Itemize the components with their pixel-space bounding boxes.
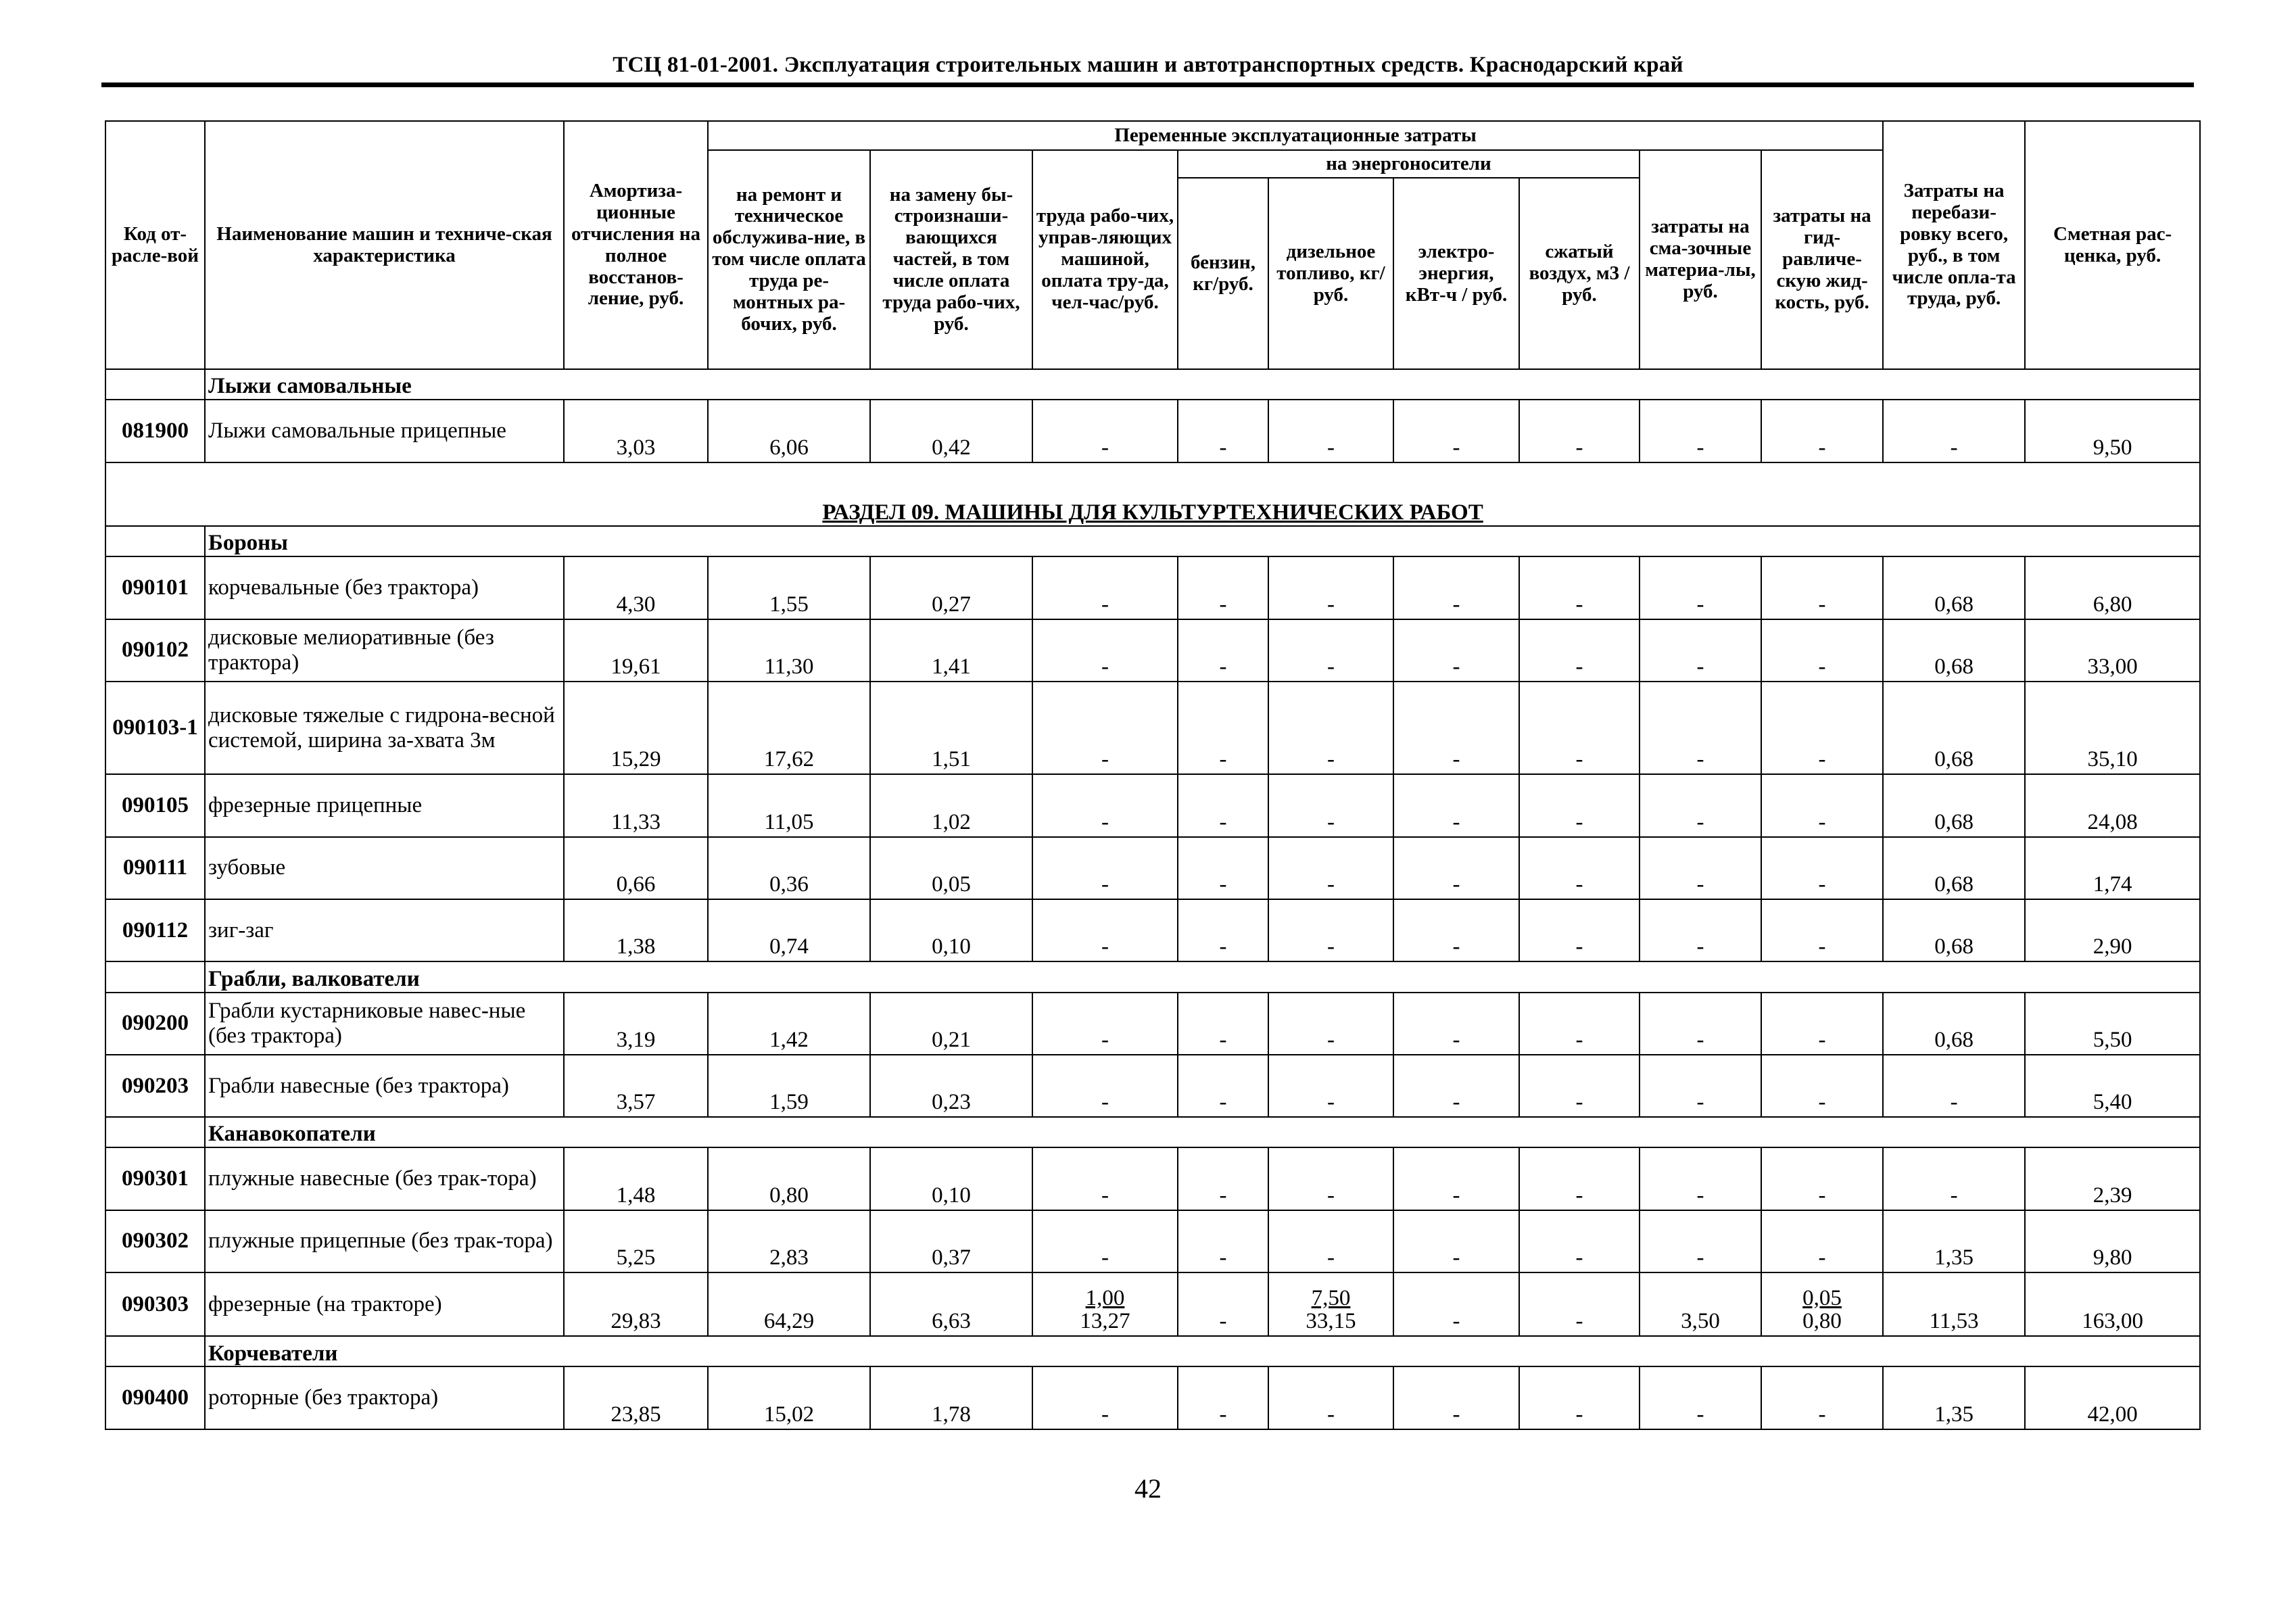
row-lubricants: - (1640, 1147, 1761, 1210)
row-lubricants: - (1640, 556, 1761, 619)
group-title: Корчеватели (205, 1336, 2200, 1366)
row-name: зиг-заг (205, 899, 564, 961)
table-row (105, 1210, 2200, 1272)
page-number: 42 (1134, 1473, 1162, 1504)
row-repair: 1,59 (708, 1055, 870, 1117)
row-parts: 0,10 (870, 899, 1032, 961)
row-price: 42,00 (2025, 1366, 2200, 1429)
row-price: 35,10 (2025, 682, 2200, 774)
row-lubricants: - (1640, 899, 1761, 961)
row-transport: - (1883, 400, 2025, 462)
row-repair: 0,74 (708, 899, 870, 961)
row-air: - (1519, 993, 1640, 1055)
col-header-parts: на замену бы-строизнаши-вающихся частей, в том числе оплата труда рабо-чих, руб. (870, 150, 1032, 369)
col-header-electric: электро-энергия, кВт-ч / руб. (1393, 178, 1519, 369)
row-hydraulic: - (1761, 1055, 1883, 1117)
row-amortization: 11,33 (564, 774, 708, 836)
row-price: 163,00 (2025, 1272, 2200, 1336)
row-labor: - (1032, 837, 1178, 899)
row-labor: - (1032, 682, 1178, 774)
row-labor: - (1032, 1147, 1178, 1210)
row-hydraulic: - (1761, 556, 1883, 619)
row-labor: - (1032, 993, 1178, 1055)
row-electric: - (1393, 1210, 1519, 1272)
section-row (105, 462, 2200, 526)
row-air: - (1519, 899, 1640, 961)
row-petrol: - (1178, 774, 1268, 836)
row-petrol: - (1178, 837, 1268, 899)
row-amortization: 3,19 (564, 993, 708, 1055)
row-labor: - (1032, 899, 1178, 961)
table-row (105, 993, 2200, 1055)
row-code: 090102 (105, 619, 205, 682)
col-header-repair: на ремонт и техническое обслужива-ние, в том числе оплата труда ре-монтных ра-бочих, руб. (708, 150, 870, 369)
col-header-variable-costs: Переменные эксплуатационные затраты (708, 121, 1883, 150)
row-name: роторные (без трактора) (205, 1366, 564, 1429)
group-row (105, 369, 2200, 400)
row-electric: - (1393, 1147, 1519, 1210)
row-repair: 0,36 (708, 837, 870, 899)
row-labor: - (1032, 556, 1178, 619)
row-repair: 2,83 (708, 1210, 870, 1272)
row-repair: 15,02 (708, 1366, 870, 1429)
row-repair: 17,62 (708, 682, 870, 774)
row-code: 090112 (105, 899, 205, 961)
row-diesel: - (1268, 400, 1393, 462)
header-row-1 (105, 121, 2200, 150)
row-petrol: - (1178, 899, 1268, 961)
row-transport: 1,35 (1883, 1366, 2025, 1429)
row-diesel: - (1268, 1055, 1393, 1117)
row-air: - (1519, 1272, 1640, 1336)
group-row (105, 961, 2200, 992)
row-price: 1,74 (2025, 837, 2200, 899)
row-lubricants: - (1640, 1055, 1761, 1117)
row-parts: 0,23 (870, 1055, 1032, 1117)
row-transport: 0,68 (1883, 899, 2025, 961)
row-diesel: - (1268, 837, 1393, 899)
row-parts: 1,51 (870, 682, 1032, 774)
col-header-amortization: Амортиза-ционные отчисления на полное восстанов-ление, руб. (564, 121, 708, 369)
group-title: Грабли, валкователи (205, 961, 2200, 992)
row-hydraulic (1761, 1272, 1883, 1336)
row-amortization: 23,85 (564, 1366, 708, 1429)
col-header-labor: труда рабо-чих, управ-ляющих машиной, оплата тру-да, чел-час/руб. (1032, 150, 1178, 369)
row-labor: - (1032, 1366, 1178, 1429)
row-parts: 0,21 (870, 993, 1032, 1055)
row-code: 090105 (105, 774, 205, 836)
table-row (105, 1366, 2200, 1429)
row-name: плужные прицепные (без трак-тора) (205, 1210, 564, 1272)
row-electric: - (1393, 993, 1519, 1055)
row-amortization: 4,30 (564, 556, 708, 619)
row-price: 2,90 (2025, 899, 2200, 961)
section-title: РАЗДЕЛ 09. МАШИНЫ ДЛЯ КУЛЬТУРТЕХНИЧЕСКИХ РАБОТ (105, 462, 2200, 526)
row-diesel-cost: 33,15 (1306, 1309, 1356, 1334)
row-diesel: - (1268, 1210, 1393, 1272)
row-amortization: 5,25 (564, 1210, 708, 1272)
row-hydraulic-amount: 0,05 (1802, 1285, 1842, 1310)
row-petrol: - (1178, 619, 1268, 682)
page-title: ТСЦ 81-01-2001. Эксплуатация строительных машин и автотранспортных средств. Краснодарский край (613, 53, 1683, 77)
row-price: 24,08 (2025, 774, 2200, 836)
row-electric: - (1393, 619, 1519, 682)
row-labor (1032, 1272, 1178, 1336)
row-code: 090301 (105, 1147, 205, 1210)
row-hydraulic: - (1761, 1366, 1883, 1429)
row-air: - (1519, 400, 1640, 462)
group-row (105, 526, 2200, 556)
row-code: 090203 (105, 1055, 205, 1117)
col-header-petrol: бензин, кг/руб. (1178, 178, 1268, 369)
row-parts: 6,63 (870, 1272, 1032, 1336)
row-electric: - (1393, 837, 1519, 899)
row-transport: 0,68 (1883, 556, 2025, 619)
row-code: 090103-1 (105, 682, 205, 774)
row-name: фрезерные (на тракторе) (205, 1272, 564, 1336)
row-diesel: - (1268, 1147, 1393, 1210)
row-petrol: - (1178, 1210, 1268, 1272)
row-hydraulic: - (1761, 682, 1883, 774)
row-transport: 0,68 (1883, 774, 2025, 836)
row-hydraulic: - (1761, 1210, 1883, 1272)
row-petrol: - (1178, 1272, 1268, 1336)
row-hydraulic: - (1761, 837, 1883, 899)
row-hydraulic: - (1761, 400, 1883, 462)
col-header-energy: на энергоносители (1178, 150, 1640, 178)
row-diesel: - (1268, 774, 1393, 836)
row-labor: - (1032, 1210, 1178, 1272)
table-row (105, 619, 2200, 682)
row-amortization: 3,57 (564, 1055, 708, 1117)
row-air: - (1519, 556, 1640, 619)
row-code: 090101 (105, 556, 205, 619)
row-hydraulic-cost: 0,80 (1802, 1309, 1842, 1334)
row-transport: 11,53 (1883, 1272, 2025, 1336)
row-petrol: - (1178, 1147, 1268, 1210)
row-air: - (1519, 682, 1640, 774)
row-lubricants: - (1640, 774, 1761, 836)
row-petrol: - (1178, 993, 1268, 1055)
row-name: плужные навесные (без трак-тора) (205, 1147, 564, 1210)
row-amortization: 19,61 (564, 619, 708, 682)
row-repair: 64,29 (708, 1272, 870, 1336)
row-petrol: - (1178, 1366, 1268, 1429)
row-repair: 6,06 (708, 400, 870, 462)
row-price: 9,50 (2025, 400, 2200, 462)
row-parts: 0,42 (870, 400, 1032, 462)
table-row (105, 1055, 2200, 1117)
row-diesel: - (1268, 682, 1393, 774)
table-row (105, 1272, 2200, 1336)
row-transport: - (1883, 1055, 2025, 1117)
col-header-air: сжатый воздух, м3 / руб. (1519, 178, 1640, 369)
row-price: 2,39 (2025, 1147, 2200, 1210)
row-electric: - (1393, 1366, 1519, 1429)
row-parts: 0,10 (870, 1147, 1032, 1210)
row-repair: 0,80 (708, 1147, 870, 1210)
row-amortization: 1,48 (564, 1147, 708, 1210)
row-labor-hours: 1,00 (1085, 1285, 1125, 1310)
row-diesel: - (1268, 899, 1393, 961)
row-transport: 1,35 (1883, 1210, 2025, 1272)
table-row (105, 682, 2200, 774)
row-electric: - (1393, 899, 1519, 961)
row-air: - (1519, 619, 1640, 682)
row-diesel-amount: 7,50 (1311, 1285, 1351, 1310)
row-electric: - (1393, 400, 1519, 462)
row-petrol: - (1178, 1055, 1268, 1117)
row-code: 090302 (105, 1210, 205, 1272)
row-code: 090111 (105, 837, 205, 899)
row-price: 6,80 (2025, 556, 2200, 619)
row-petrol: - (1178, 682, 1268, 774)
row-code: 090400 (105, 1366, 205, 1429)
row-lubricants: - (1640, 1366, 1761, 1429)
row-labor: - (1032, 400, 1178, 462)
row-name: фрезерные прицепные (205, 774, 564, 836)
row-lubricants: - (1640, 1210, 1761, 1272)
row-hydraulic: - (1761, 993, 1883, 1055)
row-name: Грабли навесные (без трактора) (205, 1055, 564, 1117)
row-price: 9,80 (2025, 1210, 2200, 1272)
row-parts: 1,41 (870, 619, 1032, 682)
col-header-price: Сметная рас-ценка, руб. (2025, 121, 2200, 369)
row-transport: 0,68 (1883, 993, 2025, 1055)
row-repair: 11,05 (708, 774, 870, 836)
col-header-name: Наименование машин и техниче-ская характеристика (205, 121, 564, 369)
col-header-lubricants: затраты на сма-зочные материа-лы, руб. (1640, 150, 1761, 369)
row-labor: - (1032, 619, 1178, 682)
row-transport: 0,68 (1883, 682, 2025, 774)
table-row (105, 1147, 2200, 1210)
row-amortization: 29,83 (564, 1272, 708, 1336)
row-hydraulic: - (1761, 774, 1883, 836)
table-row (105, 400, 2200, 462)
row-transport: 0,68 (1883, 619, 2025, 682)
row-parts: 0,37 (870, 1210, 1032, 1272)
col-header-code: Код от-расле-вой (105, 121, 205, 369)
row-name: дисковые тяжелые с гидрона-весной системой, ширина за-хвата 3м (205, 682, 564, 774)
row-diesel: - (1268, 993, 1393, 1055)
row-name: корчевальные (без трактора) (205, 556, 564, 619)
row-name: дисковые мелиоративные (без трактора) (205, 619, 564, 682)
col-header-transport: Затраты на перебази-ровку всего, руб., в том числе опла-та труда, руб. (1883, 121, 2025, 369)
row-lubricants: - (1640, 400, 1761, 462)
row-parts: 1,78 (870, 1366, 1032, 1429)
col-header-hydraulic: затраты на гид-равличе-скую жид-кость, руб. (1761, 150, 1883, 369)
row-lubricants: 3,50 (1640, 1272, 1761, 1336)
row-code: 081900 (105, 400, 205, 462)
group-title: Лыжи самовальные (205, 369, 2200, 400)
row-air: - (1519, 1366, 1640, 1429)
row-amortization: 3,03 (564, 400, 708, 462)
row-electric: - (1393, 556, 1519, 619)
row-name: зубовые (205, 837, 564, 899)
row-parts: 0,27 (870, 556, 1032, 619)
row-repair: 11,30 (708, 619, 870, 682)
row-air: - (1519, 1210, 1640, 1272)
row-price: 33,00 (2025, 619, 2200, 682)
row-labor: - (1032, 1055, 1178, 1117)
group-row (105, 1336, 2200, 1366)
row-electric: - (1393, 1272, 1519, 1336)
row-hydraulic: - (1761, 619, 1883, 682)
row-petrol: - (1178, 400, 1268, 462)
row-code: 090303 (105, 1272, 205, 1336)
row-parts: 1,02 (870, 774, 1032, 836)
row-air: - (1519, 774, 1640, 836)
title-rule (101, 82, 2194, 87)
row-air: - (1519, 1055, 1640, 1117)
table-row (105, 774, 2200, 836)
row-amortization: 0,66 (564, 837, 708, 899)
row-diesel (1268, 1272, 1393, 1336)
row-lubricants: - (1640, 682, 1761, 774)
row-repair: 1,42 (708, 993, 870, 1055)
row-petrol: - (1178, 556, 1268, 619)
row-hydraulic: - (1761, 1147, 1883, 1210)
row-price: 5,50 (2025, 993, 2200, 1055)
row-electric: - (1393, 682, 1519, 774)
table-row (105, 556, 2200, 619)
row-repair: 1,55 (708, 556, 870, 619)
row-name: Грабли кустарниковые навес-ные (без трактора) (205, 993, 564, 1055)
row-lubricants: - (1640, 619, 1761, 682)
row-air: - (1519, 837, 1640, 899)
row-labor-cost: 13,27 (1080, 1309, 1130, 1334)
row-labor: - (1032, 774, 1178, 836)
row-parts: 0,05 (870, 837, 1032, 899)
row-air: - (1519, 1147, 1640, 1210)
col-header-diesel: дизельное топливо, кг/руб. (1268, 178, 1393, 369)
table-row (105, 899, 2200, 961)
row-name: Лыжи самовальные прицепные (205, 400, 564, 462)
group-row (105, 1117, 2200, 1147)
row-diesel: - (1268, 556, 1393, 619)
row-diesel: - (1268, 619, 1393, 682)
group-title: Бороны (205, 526, 2200, 556)
row-amortization: 1,38 (564, 899, 708, 961)
table-row (105, 837, 2200, 899)
row-code: 090200 (105, 993, 205, 1055)
row-transport: - (1883, 1147, 2025, 1210)
row-lubricants: - (1640, 993, 1761, 1055)
row-lubricants: - (1640, 837, 1761, 899)
row-hydraulic: - (1761, 899, 1883, 961)
row-amortization: 15,29 (564, 682, 708, 774)
row-transport: 0,68 (1883, 837, 2025, 899)
row-price: 5,40 (2025, 1055, 2200, 1117)
row-electric: - (1393, 774, 1519, 836)
row-diesel: - (1268, 1366, 1393, 1429)
row-electric: - (1393, 1055, 1519, 1117)
group-title: Канавокопатели (205, 1117, 2200, 1147)
rates-table (105, 120, 2201, 1430)
